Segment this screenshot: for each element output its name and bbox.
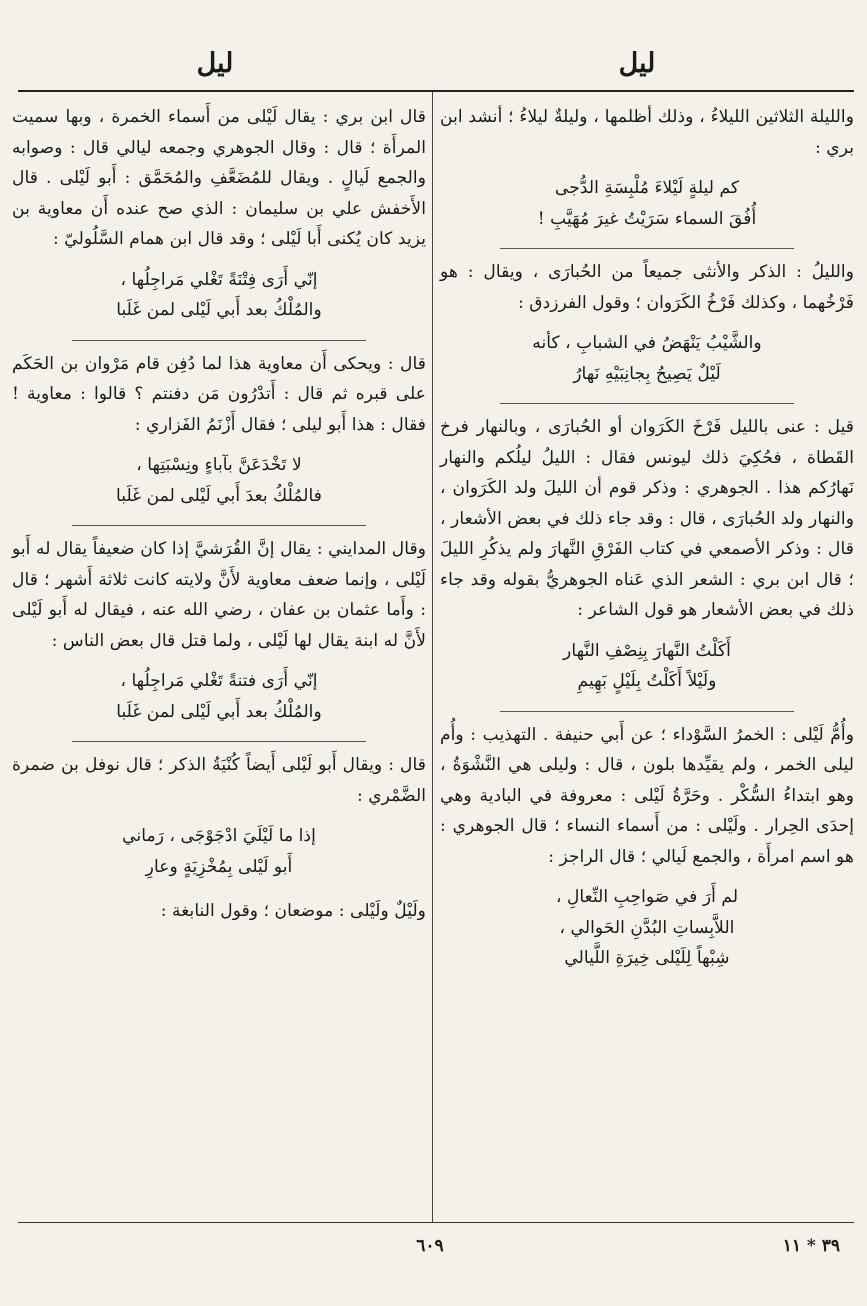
- separator-rule: [72, 340, 366, 341]
- verse-line: إنّي أَرَى فِتْنَةً تَغْلي مَراجِلُها ،: [120, 269, 318, 290]
- header-rule: [18, 90, 854, 92]
- verse-line: اللاَّبِساتِ البُدَّنِ الحَوالي ،: [559, 917, 735, 938]
- verse-line: كم ليلةٍ لَيْلاءَ مُلْبِسَةِ الدُّجى: [554, 178, 740, 198]
- column-divider: [432, 92, 433, 1222]
- signature-mark: ٣٩ * ١١: [782, 1236, 840, 1256]
- paragraph: والليلة الثلاثين الليلاءُ ، وذلك أظلمها ، وليلةٌ ليلاءُ ؛ أنشد ابن بري :: [440, 107, 854, 158]
- paragraph: قال : ويحكى أَن معاوية هذا لما دُفِن قام مَرْوان بن الحَكَم على قبره ثم قال : أَتدْرُون مَن دفنتم ؟ قالوا : معاوية ! فقال : هذا أَبو ليلى ؛ فقال أَزْنَمُ الفَزاري :: [12, 353, 426, 435]
- verse-line: إذا ما لَيْلَيَ ادْجَوْجَى ، رَماني: [122, 826, 316, 846]
- separator-rule: [500, 711, 794, 712]
- paragraph: قال : ويقال أَبو لَيْلى أَيضاً كُنْيَةُ الذكر ؛ قال نوفل بن ضمرة الضَّمْري :: [12, 755, 426, 806]
- paragraph: قال ابن بري : يقال لَيْلى من أَسماء الخمرة ، وبها سميت المرأَة ؛ قال : وقال الجوهري وجمعه ليالي قال : وصوابه والجمع لَيالٍ . ويقال للمُضَعَّفِ والمُحَمَّق : أَبو لَيْلى . قال الأَخفش علي بن سليمان : الذي صح عنده أَن معاوية بن يزيد كان يُكنى أَبا لَيْلى ؛ وقد قال ابن همام السَّلُوليّ :: [12, 107, 426, 249]
- verse-line: أَبو لَيْلى بِمُخْزِيَةٍ وعارِ: [145, 856, 293, 877]
- verse: [440, 173, 854, 234]
- verse-line: لا تَخْدَعَنَّ بآباءٍ ونِسْبَتِها ،: [136, 455, 302, 475]
- verse: [12, 265, 426, 326]
- verse: [12, 821, 426, 882]
- verse: [12, 666, 426, 727]
- verse: [440, 882, 854, 974]
- verse: [12, 450, 426, 511]
- separator-rule: [500, 248, 794, 249]
- verse-line: لَيْلٌ يَصِيحُ بِجانِبَيْهِ نَهارُ: [573, 363, 721, 384]
- left-column: [12, 102, 426, 931]
- paragraph: ولَيْلٌ ولَيْلى : موضعان ؛ وقول النابغة :: [160, 901, 426, 921]
- verse-line: شِبْهاً لِلَيْلى خِيرَةِ اللَّيالي: [564, 948, 730, 968]
- right-column: [440, 102, 854, 988]
- separator-rule: [72, 741, 366, 742]
- verse-line: والمُلْكُ بعد أَبي لَيْلى لمن غَلَبا: [116, 300, 322, 320]
- verse: [440, 636, 854, 697]
- verse-line: لم أَرَ في صَواحِبِ النِّعالِ ،: [555, 887, 739, 907]
- paragraph: وقال المدايني : يقال إنَّ القُرَشيَّ إذا كان ضعيفاً يقال له أَبو لَيْلى ، وإنما ضعف معاوية لأَنَّ ولايته كانت ثلاثة أَشهر ؛ قال : وأَما عثمان بن عفان ، رضي الله عنه ، فيقال له أَبو لَيْلى لأَنَّ له ابنة يقال لها لَيْلى ، ولما قتل قال بعض الناس :: [12, 539, 426, 651]
- separator-rule: [500, 403, 794, 404]
- running-header-left: ليل: [196, 48, 234, 79]
- verse-line: ولَيْلاً أَكَلْتُ بِلَيْلٍ بَهِيمِ: [577, 671, 717, 691]
- paragraph: وأُمُّ لَيْلى : الخمرُ السَّوْداء ؛ عن أَبي حنيفة . التهذيب : وأُم ليلى الخمر ، ولم يقيِّدها بلون ، قال : وليلى هي النَّشْوَةُ ، وهو ابتداءُ السُّكْر . وحَرَّةُ لَيْلى : معروفة في البادية وهي إحدَى الحِرار . ولَيْلى : من أَسماء النساء ؛ قال الجوهري : هو اسم امرأَة ، والجمع لَيالي ؛ قال الراجز :: [440, 724, 854, 867]
- footer-rule: [18, 1222, 854, 1223]
- verse: [440, 328, 854, 389]
- running-header-right: ليل: [618, 48, 656, 79]
- separator-rule: [72, 525, 366, 526]
- paragraph: قيل : عنى بالليل فَرْخَ الكَرَوان أو الحُبارَى ، وبالنهار فرخ القَطاة ، فحُكِيَ ذلك ليونس فقال : الليلُ ليلُكم والنهار نَهارُكم هذا . الجوهري : وذكر قوم أن الليلَ ولد الكَرَوان ، والنهار ولد الحُبارَى ، قال : وقد جاء ذلك في بعض الأشعار ، قال : وذكر الأصمعي في كتاب الفَرْقِ النَّهارَ ولم يذكُرِ الليلَ ؛ قال ابن بري : الشعر الذي عَناه الجوهريُّ بقوله وقد جاء ذلك في بعض الأشعار هو قول الشاعر :: [440, 417, 854, 620]
- verse-line: فالمُلْكُ بعدَ أَبي لَيْلى لمن غَلَبا: [116, 485, 322, 506]
- verse-line: أُفُقَ السماء سَرَيْتُ غيرَ مُهَيَّبِ !: [537, 208, 757, 229]
- paragraph: والليلُ : الذكر والأنثى جميعاً من الحُبارَى ، ويقال : هو فَرْخُهما ، وكذلك فَرْخُ الكَرَوان ؛ وقول الفرزدق :: [440, 262, 854, 313]
- page-number: ٦٠٩: [416, 1236, 444, 1256]
- verse-line: أَكَلْتُ النَّهارَ بِنِصْفِ النَّهار: [563, 640, 731, 661]
- verse-line: والمُلْكُ بعد أَبي لَيْلى لمن غَلَبا: [116, 701, 322, 722]
- verse-line: والشَّيْبُ يَنْهَضُ في الشبابِ ، كأنه: [532, 333, 762, 353]
- verse-line: إنّي أَرَى فتنةً تَغْلي مَراجِلُها ،: [120, 671, 318, 691]
